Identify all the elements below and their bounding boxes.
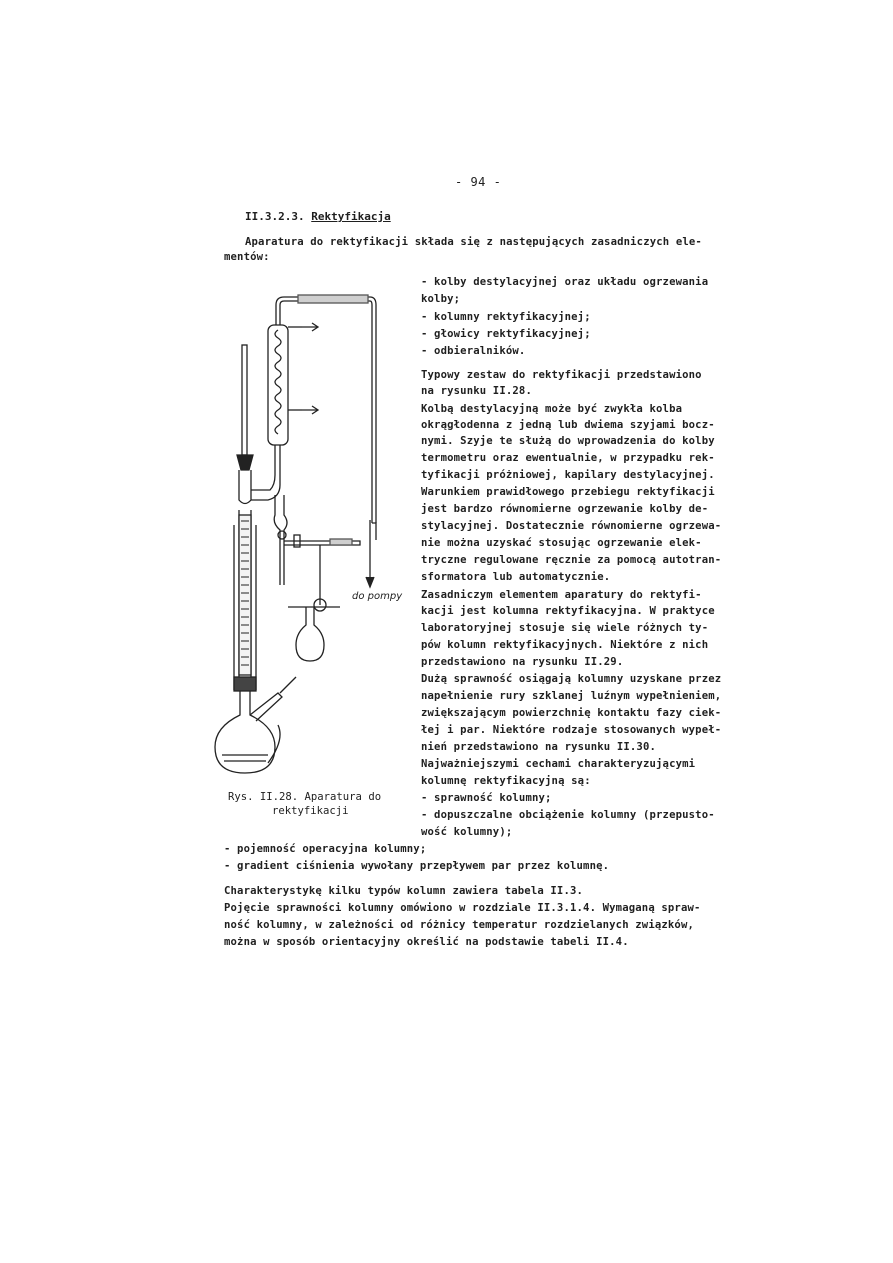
list-item: - kolumny rektyfikacyjnej;	[421, 311, 591, 323]
thermometer-icon	[242, 345, 247, 455]
text-line: termometru oraz ewentualnie, w przypadku rek-	[421, 452, 715, 464]
text-line: nień przedstawiono na rysunku II.30.	[421, 741, 657, 753]
distillation-apparatus-figure	[210, 285, 403, 785]
figure-caption: rektyfikacji	[272, 805, 349, 817]
section-heading	[245, 210, 391, 223]
text-line: ność kolumny, w zależności od różnicy temperatur rozdzielanych związków,	[224, 919, 695, 931]
text-line: Warunkiem prawidłowego przebiegu rektyfikacji	[421, 486, 715, 498]
text-line: kacji jest kolumna rektyfikacyjna. W praktyce	[421, 605, 715, 617]
text-line: Kolbą destylacyjną może być zwykła kolba	[421, 403, 683, 415]
text-line: zwiększającym powierzchnię kontaktu fazy ciek-	[421, 707, 722, 719]
text-line: okrągłodenna z jedną lub dwiema szyjami bocz-	[421, 419, 715, 431]
list-item: - gradient ciśnienia wywołany przepływem par przez kolumnę.	[224, 860, 610, 872]
text-line: kolumnę rektyfikacyjną są:	[421, 775, 591, 787]
text-line: Aparatura do rektyfikacji składa się z następujących zasadniczych ele-	[245, 236, 702, 248]
list-item: wość kolumny);	[421, 826, 513, 838]
text-line: przedstawiono na rysunku II.29.	[421, 656, 624, 668]
condenser-icon	[268, 325, 288, 445]
text-line: łej i par. Niektóre rodzaje stosowanych wypeł-	[421, 724, 722, 736]
text-line: Pojęcie sprawności kolumny omówiono w rozdziale II.3.1.4. Wymaganą spraw-	[224, 902, 701, 914]
list-item: kolby;	[421, 293, 461, 305]
figure-caption: Rys. II.28. Aparatura do	[228, 791, 382, 803]
list-item: - sprawność kolumny;	[421, 792, 552, 804]
text-line: laboratoryjnej stosuje się wiele różnych ty-	[421, 622, 709, 634]
text-line: można w sposób orientacyjny określić na podstawie tabeli II.4.	[224, 936, 629, 948]
text-line: stylacyjnej. Dostatecznie równomierne ogrzewa-	[421, 520, 722, 532]
text-line: pów kolumn rektyfikacyjnych. Niektóre z nich	[421, 639, 709, 651]
text-line: Typowy zestaw do rektyfikacji przedstawiono	[421, 369, 702, 381]
text-line: tyfikacji próżniowej, kapilary destylacyjnej.	[421, 469, 715, 481]
text-line: Zasadniczym elementem aparatury do rektyfi-	[421, 589, 702, 601]
text-line: Charakterystykę kilku typów kolumn zawiera tabela II.3.	[224, 885, 584, 897]
list-item: - odbieralników.	[421, 345, 526, 357]
text-line: mentów:	[224, 251, 270, 263]
text-line: sformatora lub automatycznie.	[421, 571, 611, 583]
text-line: Najważniejszymi cechami charakteryzującymi	[421, 758, 696, 770]
figure-label: do pompy	[352, 591, 403, 602]
text-line: tryczne regulowane ręcznie za pomocą autotran-	[421, 554, 722, 566]
text-line: na rysunku II.28.	[421, 385, 532, 397]
section-title: Rektyfikacja	[311, 210, 391, 223]
list-item: - dopuszczalne obciążenie kolumny (przepusto-	[421, 809, 715, 821]
list-item: - pojemność operacyjna kolumny;	[224, 843, 427, 855]
section-number: II.3.2.3.	[245, 210, 305, 223]
text-line: nie można uzyskać stosując ogrzewanie elek-	[421, 537, 702, 549]
list-item: - głowicy rektyfikacyjnej;	[421, 328, 591, 340]
list-item: - kolby destylacyjnej oraz układu ogrzewania	[421, 276, 709, 288]
text-line: nymi. Szyje te służą do wprowadzenia do kolby	[421, 435, 715, 447]
text-line: Dużą sprawność osiągają kolumny uzyskane przez	[421, 673, 722, 685]
text-line: jest bardzo równomierne ogrzewanie kolby de-	[421, 503, 709, 515]
text-line: napełnienie rury szklanej luźnym wypełnieniem,	[421, 690, 722, 702]
page-number: - 94 -	[455, 175, 502, 189]
